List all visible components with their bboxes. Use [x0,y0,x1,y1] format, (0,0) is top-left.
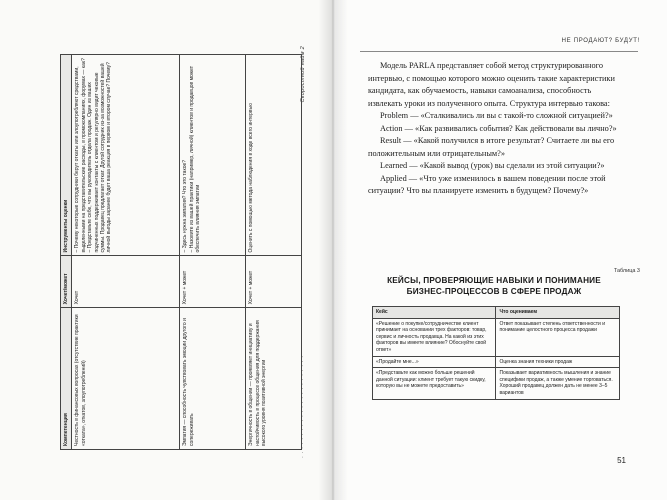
row-tools: – Почему некоторые сотрудники берут откаты или злоупотребляют средствами, выделенными на представительские расходы, в промокомпаниях, форумах — как? – Представьте себе, что вы руководитель отдела продаж. Один из ваших подчиненных поддерживает контакты с клиентом и регулярно видит чековые суммы. Продавец предлагает откат. Другой сотрудник из-за возможностей вашей личной выгоды заранее будет ваша реакция в первом и втором случае? Почему? [72,55,180,256]
cases-table-header [373,307,620,319]
table-row [373,356,620,368]
row-assess: Показывает вариативность мышления и знание специфики продаж, а также умение торговаться. Хороший продавец должен дать не менее 3–5 вариантов [496,368,620,399]
parla-question: — «Какой вывод (урок) вы сделали из этой ситуации?» [407,161,605,170]
row-want-can: Хочет + может [180,256,246,308]
header-want-can: Хочет/может [61,256,72,308]
parla-question: — «Сталкивались ли вы с такой-то сложной ситуацией?» [408,111,613,120]
running-head-rule [360,51,638,52]
row-case: «Представьте как можно больше решений данной ситуации: клиент требует такую скидку, которую вы не можете предоставить» [373,368,496,399]
header-assess: Что оцениваем [496,307,620,319]
parla-question: — «Какой получился в итоге результат? Считаете ли вы его положительным или отрицательным?» [368,136,615,158]
rotated-table-area [12,46,312,458]
rotated-content [12,46,312,458]
header-case: Кейс [373,307,496,319]
row-want-can: Хочет [72,256,180,308]
left-running-head-dots: · · · · · · · · · · · · · · · · · · · · · · · [300,355,306,458]
table-title [372,276,616,297]
competence-table [60,54,302,450]
table-row [246,55,302,450]
book-gutter [318,0,348,500]
row-assess: Оценка знания техники продаж [496,356,620,368]
left-running-head-title: Скоростной найм 2 [300,46,306,103]
row-competence: Честность в финансовых вопросах (отсутствие практики «отката», откатов, злоупотреблений) [72,308,180,450]
parla-term: Action [380,123,403,133]
row-case: «Продайте мне...» [373,356,496,368]
row-assess: Ответ показывает степень ответственности и понимание целостного процесса продажи [496,318,620,356]
page-number: 51 [617,456,626,465]
parla-item [368,135,618,160]
intro-paragraph: Модель PARLA представляет собой метод структурированного интервью, с помощью которого можно оценить такие характеристики кандидата, как обучаемость, навыки самоанализа, способность извлекать уроки из полученного опыта. Структура интервью такова: [368,61,615,108]
row-case: «Решение о покупке/сотрудничестве клиент принимает на основании трех факторов: товар, сервис и личность продавца. На какой из этих факторов вы имеете влияние? Обоснуйте свой ответ» [373,318,496,356]
parla-question: — «Как развивались события? Как действовали вы лично?» [402,123,617,133]
parla-item [368,123,618,136]
table-title-line-1: КЕЙСЫ, ПРОВЕРЯЮЩИЕ НАВЫКИ И ПОНИМАНИЕ [387,276,601,285]
table-row [373,368,620,399]
right-running-head: НЕ ПРОДАЮТ? БУДУТ! [561,38,640,44]
parla-item [368,110,618,123]
row-want-can: Хочет + может [246,256,302,308]
header-tools: Инструменты оценки [61,55,72,256]
row-tools: Оценить с помощью метода наблюдения в ходе всего интервью [246,55,302,256]
table-title-line-2: БИЗНЕС-ПРОЦЕССОВ В СФЕРЕ ПРОДАЖ [406,286,582,296]
cases-table [372,306,620,400]
parla-term: Learned [380,161,408,170]
parla-term: Applied [380,173,407,183]
row-competence: Эмпатия — способность чувствовать эмоции другого и сопереживать [180,308,246,450]
parla-term: Result [380,136,402,145]
table-row [373,318,620,356]
left-page [0,0,333,500]
competence-table-header [61,55,72,450]
parla-text [368,60,618,198]
row-competence: Энергичность в общении — проявляет инициативу и настойчивость в процессе общения для поддержания высокого уровня позитивной энергии [246,308,302,450]
parla-term: Problem [380,111,409,120]
table-row [72,55,180,450]
parla-item [368,160,618,173]
table-row [180,55,246,450]
row-tools: – Здесь нужна эмпатия? Что это такое? – Назовите из вашей практики (например, личной) клиентов и продавцов может обеспечить влияния эмпатии [180,55,246,256]
table-number-label: Таблица 3 [613,268,640,274]
header-competence: Компетенция [61,308,72,450]
parla-question: — «Что уже изменилось в вашем поведении после этой ситуации? Что вы планируете изменить в будущем? Почему?» [368,173,606,195]
parla-item [368,173,618,198]
